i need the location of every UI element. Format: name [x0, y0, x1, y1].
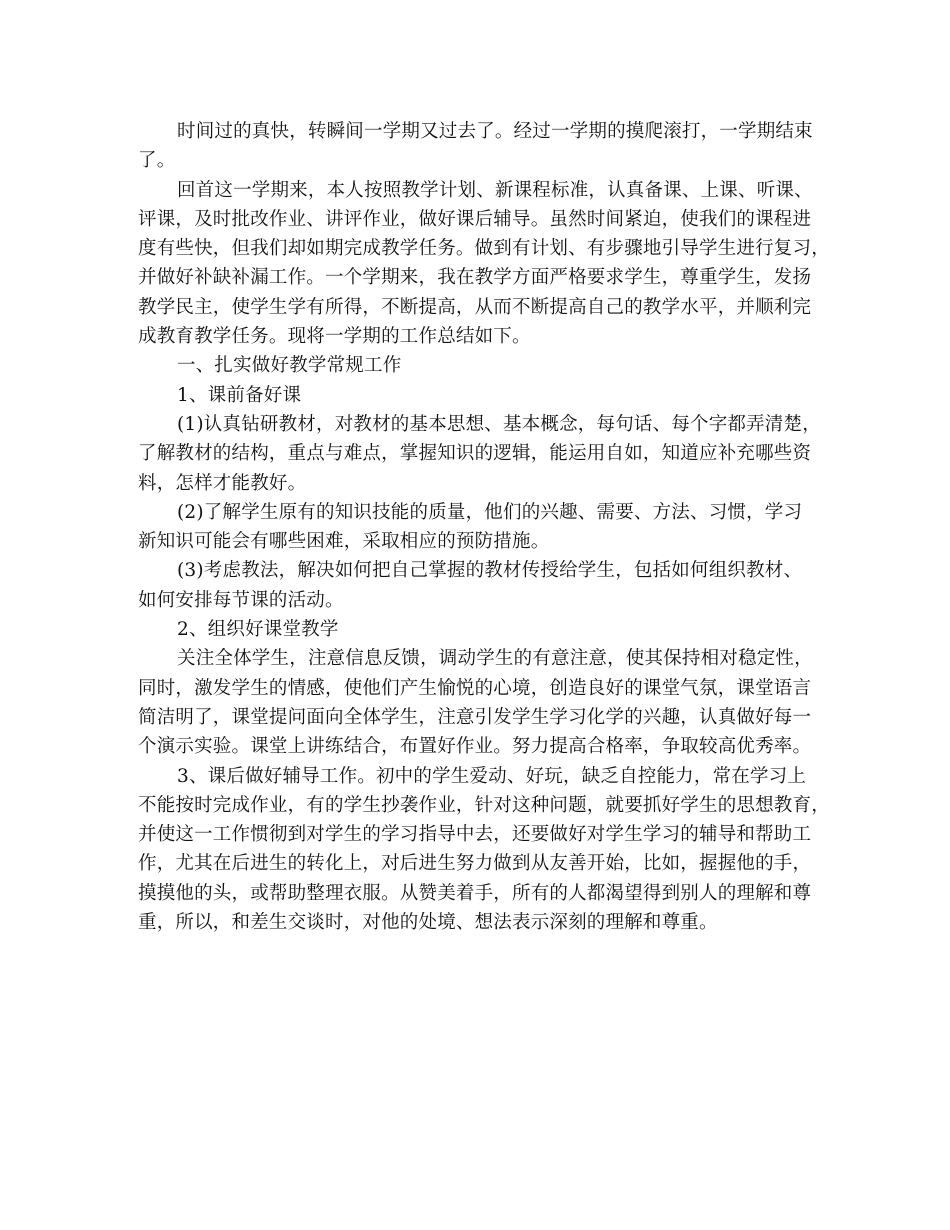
text-line: 同时，激发学生的情感，使他们产生愉悦的心境，创造良好的课堂气氛，课堂语言	[138, 677, 812, 699]
text-line: 教学民主，使学生学有所得，不断提高，从而不断提高自己的教学水平，并顺利完	[138, 296, 812, 318]
text-line: (2)了解学生原有的知识技能的质量，他们的兴趣、需要、方法、习惯，学习	[177, 501, 803, 523]
text-line: 了。	[138, 150, 176, 172]
document-body	[138, 117, 830, 937]
paragraph	[138, 615, 818, 644]
text-line: (1)认真钻研教材，对教材的基本思想、基本概念，每句话、每个字都弄清楚，	[177, 413, 821, 435]
text-line: 度有些快，但我们却如期完成教学任务。做到有计划、有步骤地引导学生进行复习，	[138, 238, 830, 260]
text-line: 料，怎样才能教好。	[138, 472, 307, 494]
paragraph	[138, 381, 818, 410]
paragraph	[138, 176, 830, 352]
text-line: 新知识可能会有哪些困难，采取相应的预防措施。	[138, 531, 550, 553]
paragraph	[138, 410, 821, 498]
text-line: 1、课前备好课	[177, 384, 302, 406]
text-line: 并做好补缺补漏工作。一个学期来，我在教学方面严格要求学生，尊重学生，发扬	[138, 267, 812, 289]
text-line: 了解教材的结构，重点与难点，掌握知识的逻辑，能运用自如，知道应补充哪些资	[138, 443, 812, 465]
paragraph	[138, 351, 818, 380]
paragraph	[138, 644, 818, 761]
text-line: 成教育教学任务。现将一学期的工作总结如下。	[138, 326, 531, 348]
text-line: 3、课后做好辅导工作。初中的学生爱动、好玩，缺乏自控能力，常在学习上	[177, 765, 807, 787]
text-line: 评课，及时批改作业、讲评作业，做好课后辅导。虽然时间紧迫，使我们的课程进	[138, 208, 812, 230]
text-line: 如何安排每节课的活动。	[138, 589, 344, 611]
text-line: 关注全体学生，注意信息反馈，调动学生的有意注意，使其保持相对稳定性，	[177, 648, 813, 670]
text-line: 作，尤其在后进生的转化上，对后进生努力做到从友善开始，比如，握握他的手，	[138, 853, 812, 875]
paragraph	[138, 556, 818, 615]
text-line: 简洁明了，课堂提问面向全体学生，注意引发学生学习化学的兴趣，认真做好每一	[138, 706, 812, 728]
text-line: 回首这一学期来，本人按照教学计划、新课程标准，认真备课、上课、听课、	[177, 179, 813, 201]
text-line: 2、组织好课堂教学	[177, 619, 339, 641]
text-line: 摸摸他的头，或帮助整理衣服。从赞美着手，所有的人都渴望得到别人的理解和尊	[138, 882, 812, 904]
text-line: (3)考虑教法，解决如何把自己掌握的教材传授给学生，包括如何组织教材、	[177, 560, 803, 582]
text-line: 时间过的真快，转瞬间一学期又过去了。经过一学期的摸爬滚打，一学期结束	[177, 121, 813, 142]
text-line: 重，所以，和差生交谈时，对他的处境、想法表示深刻的理解和尊重。	[138, 912, 718, 934]
paragraph	[138, 498, 818, 557]
text-line: 并使这一工作惯彻到对学生的学习指导中去，还要做好对学生学习的辅导和帮助工	[138, 824, 812, 846]
paragraph	[138, 117, 818, 176]
text-line: 不能按时完成作业，有的学生抄袭作业，针对这种问题，就要抓好学生的思想教育，	[138, 794, 830, 816]
text-line: 个演示实验。课堂上讲练结合，布置好作业。努力提高合格率，争取较高优秀率。	[138, 736, 812, 758]
paragraph	[138, 762, 830, 938]
text-line: 一、扎实做好教学常规工作	[177, 355, 402, 377]
